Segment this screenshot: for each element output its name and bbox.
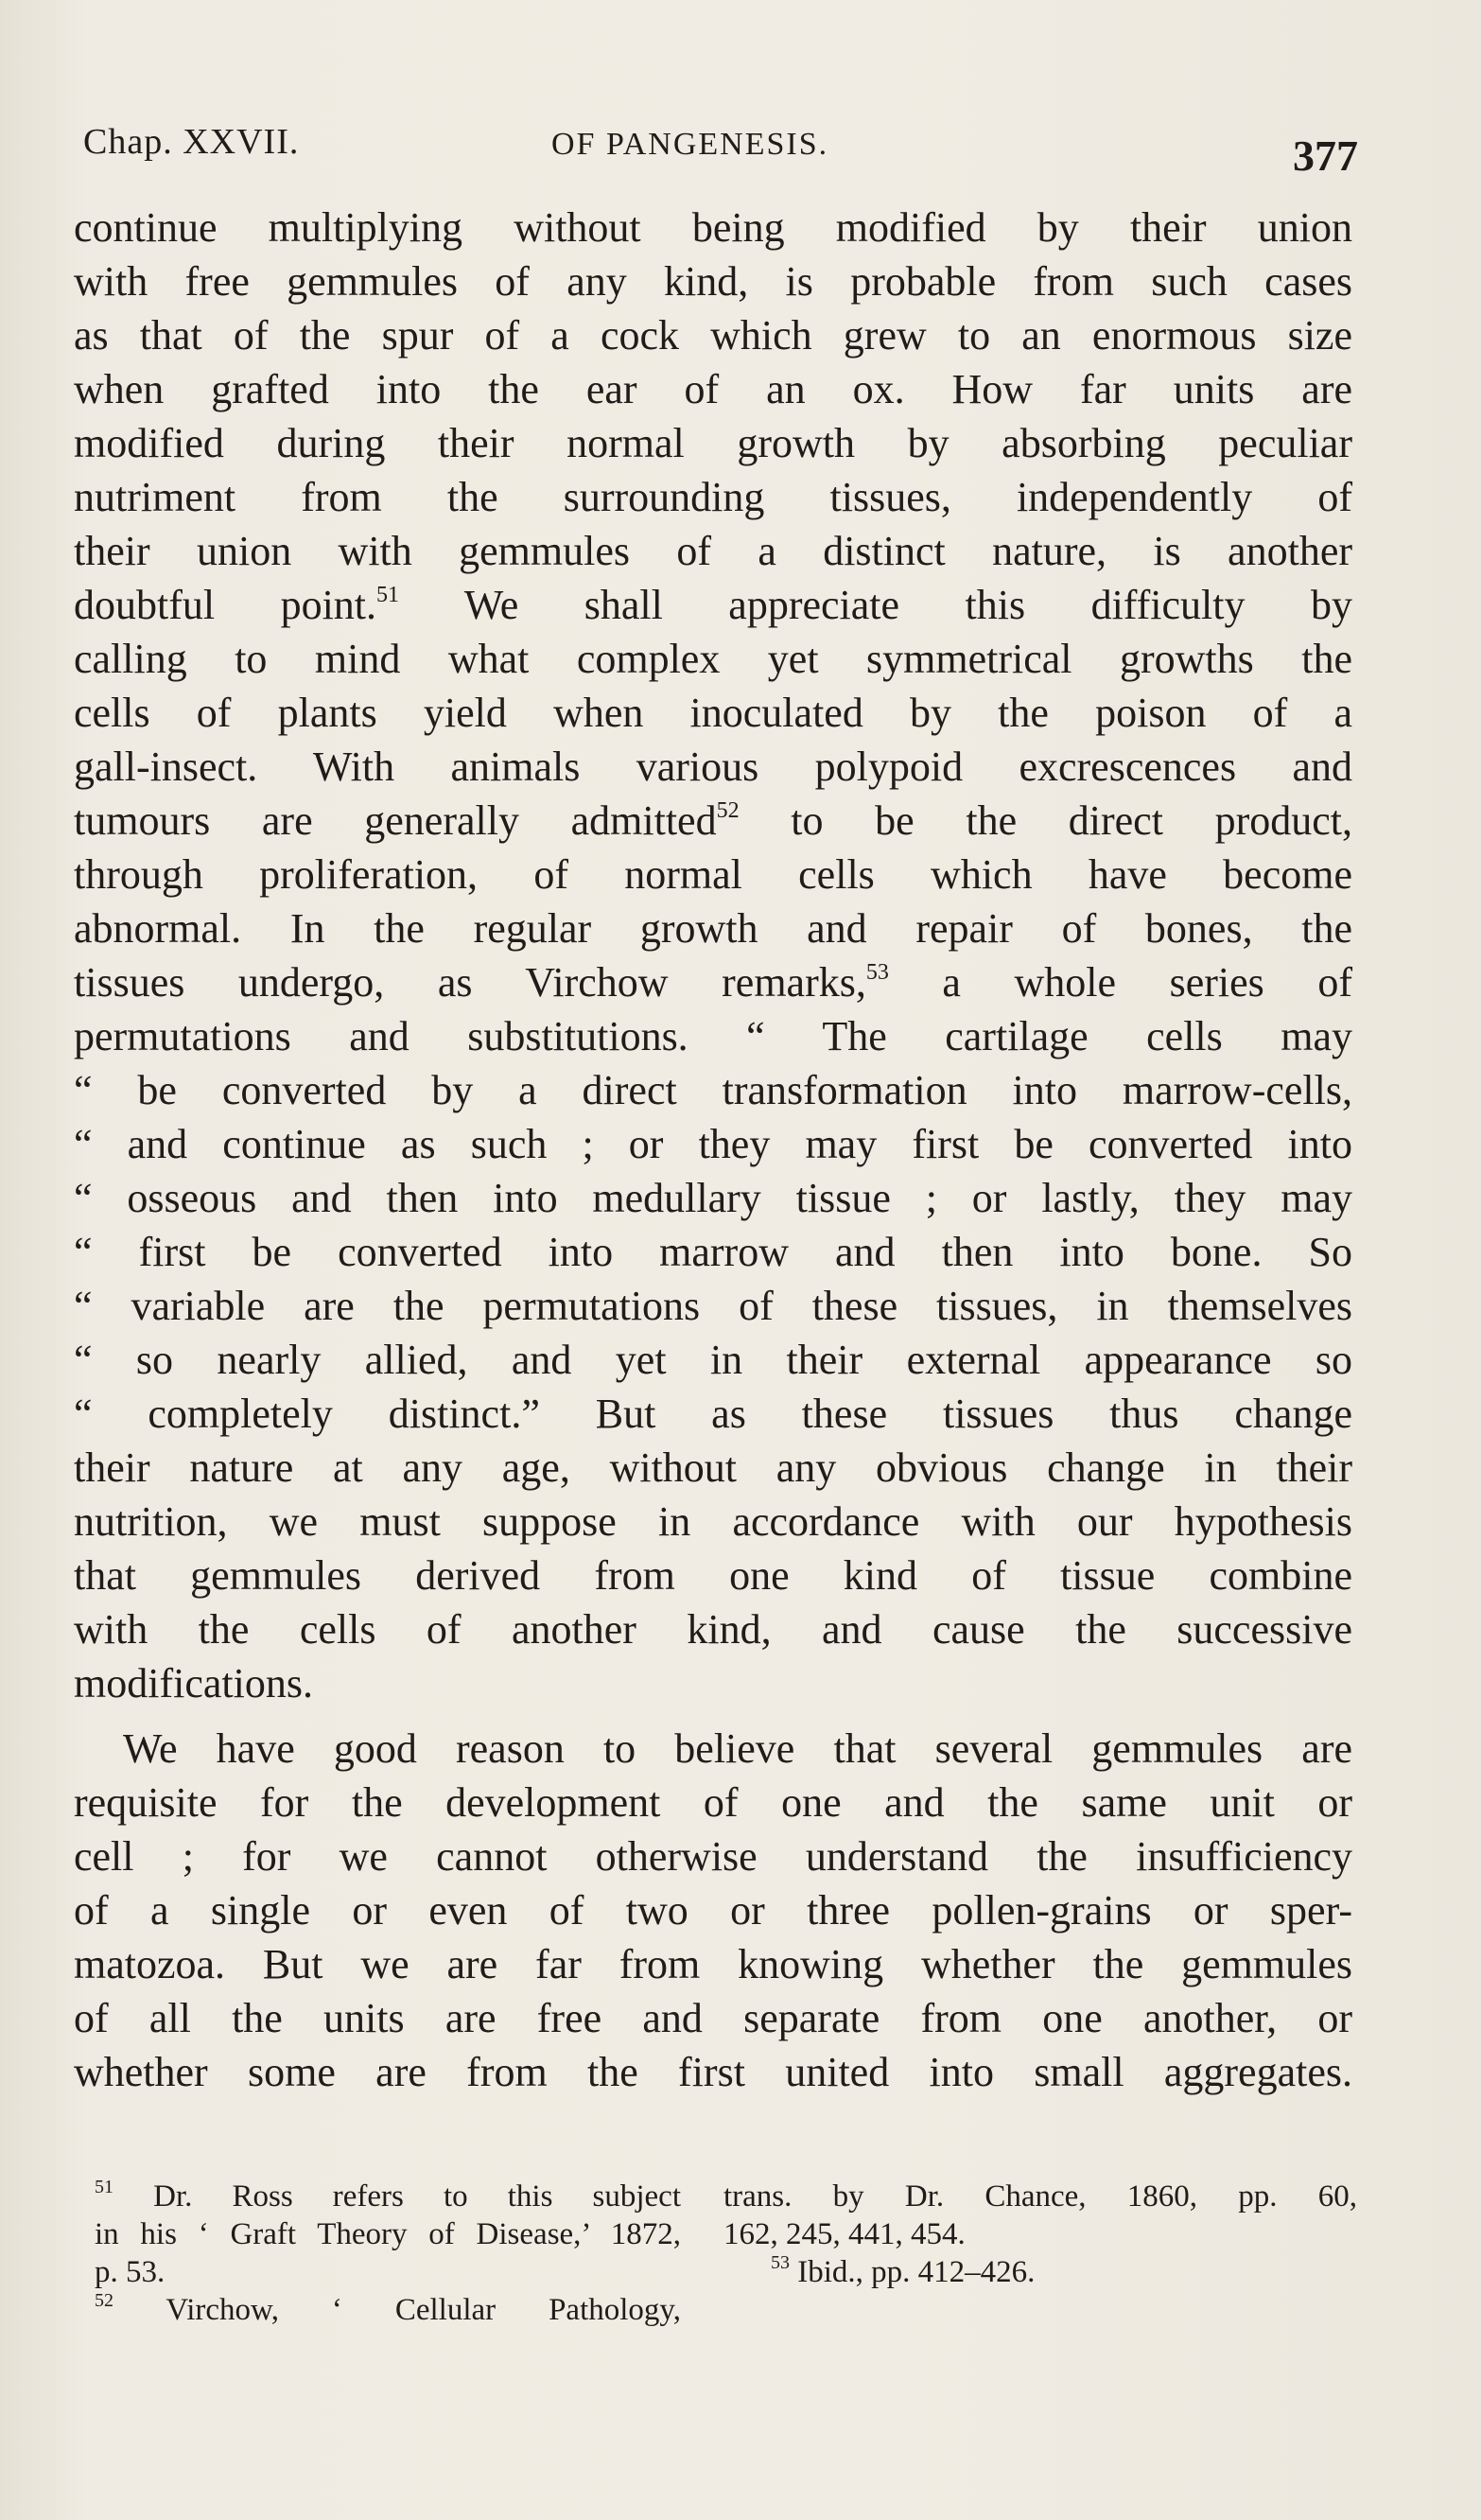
text-line: “ first be converted into marrow and then into bone. So [74, 1229, 1352, 1275]
text-line [74, 578, 1352, 632]
text-line: of all the units are free and separate from one another, or [74, 1995, 1352, 2041]
text-fragment: a whole series of [888, 959, 1352, 1006]
footnote-51-line [95, 2178, 681, 2215]
text-line: continue multiplying without being modified by their union [74, 204, 1352, 251]
text-line: their nature at any age, without any obvious change in their [74, 1444, 1352, 1491]
text-fragment: doubtful point. [74, 582, 377, 628]
text-line: with the cells of another kind, and cause the successive [74, 1606, 1352, 1653]
running-header [83, 114, 1358, 180]
footnote-51-line: p. 53. [95, 2255, 166, 2289]
text-fragment: We shall appreciate this difficulty by [399, 582, 1352, 628]
text-line: “ so nearly allied, and yet in their external appearance so [74, 1337, 1352, 1383]
text-line: “ and continue as such ; or they may first be converted into [74, 1121, 1352, 1167]
text-line: calling to mind what complex yet symmetrical growths the [74, 636, 1352, 682]
footnote-number-51: 51 [95, 2177, 113, 2197]
page-number: 377 [1293, 131, 1358, 180]
text-line: abnormal. In the regular growth and repair of bones, the [74, 905, 1352, 952]
footnote-number-53: 53 [771, 2252, 790, 2273]
text-line: modified during their normal growth by absorbing peculiar [74, 420, 1352, 466]
chapter-label: Chap. XXVII. [83, 122, 300, 162]
text-line: “ completely distinct.” But as these tissues thus change [74, 1391, 1352, 1437]
text-line: matozoa. But we are far from knowing whether the gemmules [74, 1941, 1352, 1987]
text-line: requisite for the development of one and the same unit or [74, 1779, 1352, 1826]
footnotes-left-column [95, 2178, 681, 2329]
text-line: modifications. [74, 1660, 313, 1706]
text-line: nutrition, we must suppose in accordance with our hypothesis [74, 1498, 1352, 1545]
footnote-text: Virchow, ‘ Cellular Pathology, [166, 2293, 682, 2327]
text-line: permutations and substitutions. “ The cartilage cells may [74, 1013, 1352, 1059]
text-line: through proliferation, of normal cells which have become [74, 851, 1352, 898]
running-title: OF PANGENESIS. [551, 127, 829, 162]
footnote-number-52: 52 [95, 2290, 113, 2311]
footnote-text: Dr. Ross refers to this subject [153, 2179, 682, 2214]
paragraph-2 [74, 1722, 1352, 2099]
text-line: “ osseous and then into medullary tissue ; or lastly, they may [74, 1175, 1352, 1221]
footnote-ref-51: 51 [376, 583, 400, 607]
footnote-text: Ibid., pp. 412–426. [797, 2255, 1036, 2289]
main-text [74, 201, 1352, 2099]
text-fragment: tumours are generally admitted [74, 797, 717, 844]
footnote-53-line [723, 2253, 1357, 2291]
footnote-51-line: in his ‘ Graft Theory of Disease,’ 1872, [95, 2217, 681, 2251]
paragraph-1 [74, 201, 1352, 1710]
text-line: gall-insect. With animals various polypoid excrescences and [74, 744, 1352, 790]
text-line: nutriment from the surrounding tissues, independently of [74, 474, 1352, 520]
text-line: as that of the spur of a cock which grew to an enormous size [74, 312, 1352, 359]
text-fragment: to be the direct product, [739, 797, 1352, 844]
footnote-ref-52: 52 [716, 798, 740, 823]
text-line [74, 955, 1352, 1009]
text-line: their union with gemmules of a distinct nature, is another [74, 528, 1352, 574]
text-line: “ be converted by a direct transformation into marrow-cells, [74, 1067, 1352, 1113]
text-line: when grafted into the ear of an ox. How far units are [74, 366, 1352, 412]
text-line [74, 794, 1352, 848]
text-fragment: tissues undergo, as Virchow remarks, [74, 959, 866, 1006]
text-line: “ variable are the permutations of these tissues, in themselves [74, 1283, 1352, 1329]
footnote-52-line: 162, 245, 441, 454. [723, 2217, 966, 2251]
text-line: We have good reason to believe that several gemmules are [123, 1725, 1352, 1772]
footnote-52-line [95, 2291, 681, 2329]
text-line: whether some are from the first united into small aggregates. [74, 2049, 1352, 2095]
text-line: cells of plants yield when inoculated by the poison of a [74, 690, 1352, 736]
text-line: with free gemmules of any kind, is probable from such cases [74, 258, 1352, 305]
text-line: cell ; for we cannot otherwise understand the insufficiency [74, 1833, 1352, 1880]
footnotes-right-column [723, 2178, 1357, 2291]
text-line: that gemmules derived from one kind of tissue combine [74, 1552, 1352, 1599]
text-line: of a single or even of two or three pollen-grains or sper- [74, 1887, 1352, 1934]
footnote-52-line: trans. by Dr. Chance, 1860, pp. 60, [723, 2179, 1357, 2214]
footnote-ref-53: 53 [865, 960, 889, 985]
